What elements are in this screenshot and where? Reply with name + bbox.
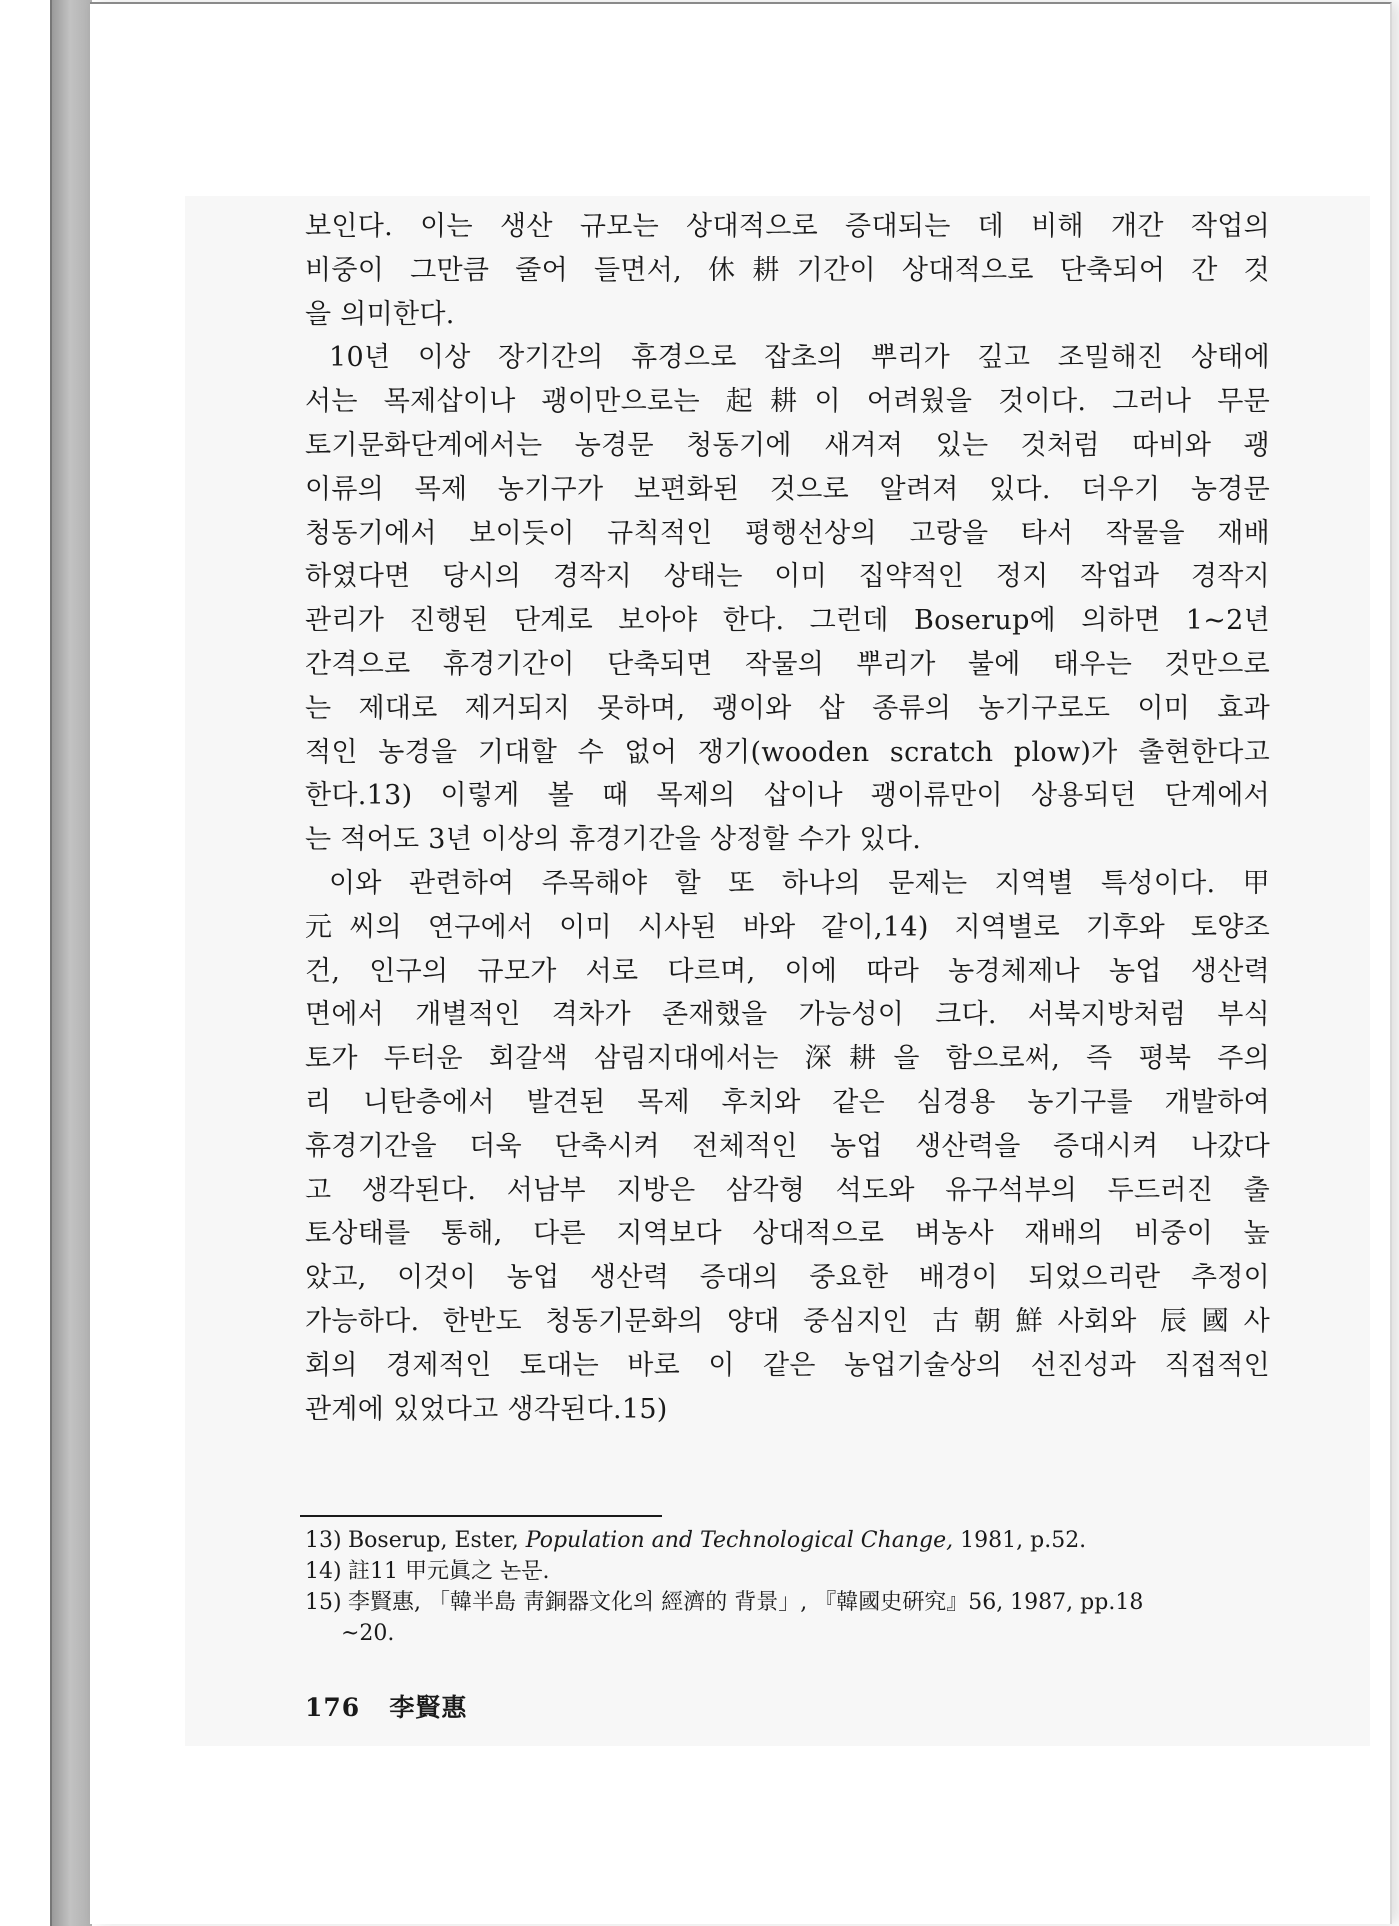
body-line: 보인다. 이는 생산 규모는 상대적으로 증대되는 데 비해 개간 작업의 <box>305 211 1270 242</box>
footnote-citation: 1981, p.52. <box>960 1528 1087 1553</box>
footnote-14 <box>305 1556 1270 1587</box>
running-author: 李賢惠 <box>389 1693 468 1722</box>
body-line: 토기문화단계에서는 농경문 청동기에 새겨져 있는 것처럼 따비와 괭 <box>305 429 1270 461</box>
body-line: 토상태를 통해, 다른 지역보다 상대적으로 벼농사 재배의 비중이 높 <box>305 1218 1270 1250</box>
page-number: 176 <box>305 1693 361 1722</box>
book-spine <box>50 0 92 1926</box>
body-line: 한다.13) 이렇게 볼 때 목제의 삽이나 괭이류만이 상용되던 단계에서 <box>305 780 1270 812</box>
body-line: 이와 관련하여 주목해야 할 또 하나의 문제는 지역별 특성이다. 甲 <box>329 867 1270 899</box>
body-line: 았고, 이것이 농업 생산력 증대의 중요한 배경이 되었으리란 추정이 <box>305 1262 1270 1294</box>
body-line: 휴경기간을 더욱 단축시켜 전체적인 농업 생산력을 증대시켜 나갔다 <box>305 1130 1270 1162</box>
page-footer <box>305 1688 467 1724</box>
body-line: 적인 농경을 기대할 수 없어 쟁기(wooden scratch plow)가 출현한다고 <box>305 736 1270 768</box>
body-line: 관계에 있었다고 생각된다.15) <box>305 1393 668 1425</box>
body-line: 하였다면 당시의 경작지 상태는 이미 집약적인 정지 작업과 경작지 <box>305 561 1270 593</box>
footnote-number: 15) <box>305 1590 342 1615</box>
body-line: 건, 인구의 규모가 서로 다르며, 이에 따라 농경체제나 농업 생산력 <box>305 955 1270 987</box>
body-text <box>305 205 1270 1431</box>
body-line: 회의 경제적인 토대는 바로 이 같은 농업기술상의 선진성과 직접적인 <box>305 1349 1270 1381</box>
body-line: 관리가 진행된 단계로 보아야 한다. 그런데 Boserup에 의하면 1~2년 <box>305 605 1270 637</box>
body-line: 서는 목제삽이나 괭이만으로는 起耕이 어려웠을 것이다. 그러나 무문 <box>305 386 1270 418</box>
body-line: 청동기에서 보이듯이 규칙적인 평행선상의 고랑을 타서 작물을 재배 <box>305 517 1270 549</box>
body-line: 10년 이상 장기간의 휴경으로 잡초의 뿌리가 깊고 조밀해진 상태에 <box>329 342 1270 374</box>
body-line: 면에서 개별적인 격차가 존재했을 가능성이 크다. 서북지방처럼 부식 <box>305 999 1270 1031</box>
body-line: 토가 두터운 회갈색 삼림지대에서는 深耕을 함으로써, 즉 평북 주의 <box>305 1043 1270 1075</box>
footnote-15 <box>305 1587 1270 1618</box>
footnote-author: Boserup, Ester, <box>348 1528 519 1553</box>
body-line: 간격으로 휴경기간이 단축되면 작물의 뿌리가 불에 태우는 것만으로 <box>305 648 1270 680</box>
body-line: 을 의미한다. <box>305 298 455 330</box>
footnote-number: 13) <box>305 1528 342 1553</box>
body-line: 이류의 목제 농기구가 보편화된 것으로 알려져 있다. 더우기 농경문 <box>305 473 1270 505</box>
footnote-divider <box>300 1515 662 1517</box>
body-line: 는 제대로 제거되지 못하며, 괭이와 삽 종류의 농기구로도 이미 효과 <box>305 692 1270 724</box>
body-line: 리 니탄층에서 발견된 목제 후치와 같은 심경용 농기구를 개발하여 <box>305 1086 1270 1118</box>
body-line: 元씨의 연구에서 이미 시사된 바와 같이,14) 지역별로 기후와 토양조 <box>305 911 1270 943</box>
footnotes <box>305 1525 1270 1649</box>
footnote-text: 註11 甲元眞之 논문. <box>348 1559 550 1584</box>
footnote-15-continuation: ~20. <box>341 1621 395 1646</box>
body-line: 는 적어도 3년 이상의 휴경기간을 상정할 수가 있다. <box>305 824 922 856</box>
body-line: 가능하다. 한반도 청동기문화의 양대 중심지인 古朝鮮사회와 辰國사 <box>305 1305 1270 1337</box>
footnote-text: 李賢惠, 「韓半島 靑銅器文化의 經濟的 背景」, 『韓國史硏究』56, 1987, pp.18 <box>348 1590 1144 1615</box>
body-line: 고 생각된다. 서남부 지방은 삼각형 석도와 유구석부의 두드러진 출 <box>305 1174 1270 1206</box>
footnote-book-title: Population and Technological Change, <box>525 1528 954 1553</box>
footnote-13 <box>305 1525 1270 1556</box>
footnote-number: 14) <box>305 1559 342 1584</box>
body-line: 비중이 그만큼 줄어 들면서, 休耕기간이 상대적으로 단축되어 간 것 <box>305 254 1270 286</box>
